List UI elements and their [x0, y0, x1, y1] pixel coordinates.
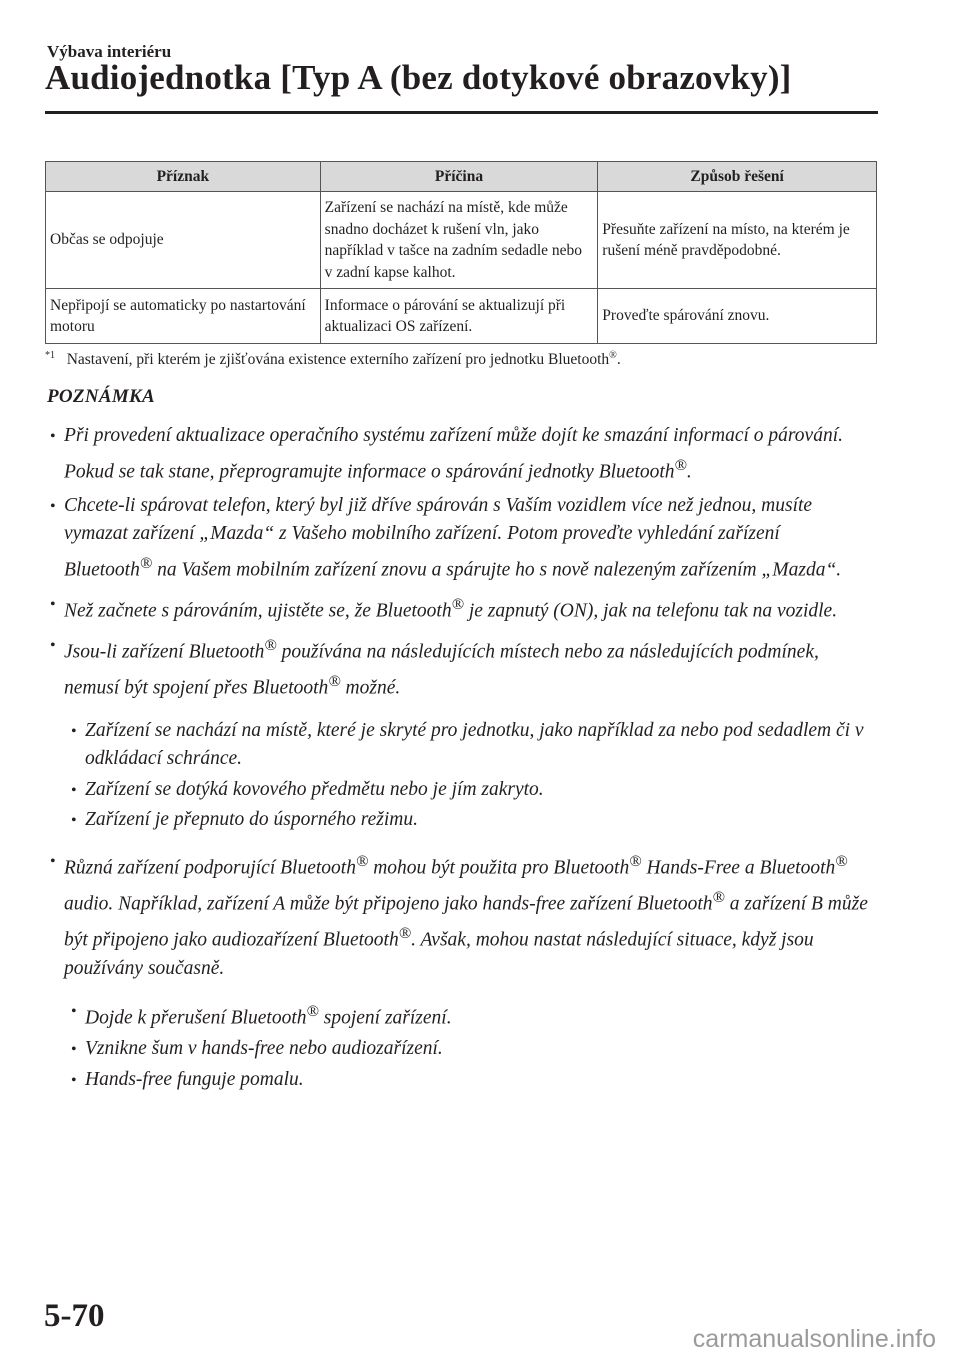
footnote-end: .	[616, 351, 621, 369]
registered-mark: ®	[139, 553, 153, 572]
condition-text: Zařízení je přepnuto do úsporného režimu.	[85, 809, 418, 830]
column-header-cause: Příčina	[320, 162, 598, 192]
registered-mark: ®	[835, 851, 848, 870]
note-list	[0, 422, 960, 1106]
page-number: 5-70	[44, 1298, 105, 1334]
note-text: Jsou-li zařízení Bluetooth	[64, 641, 265, 662]
note-text: používána na následujících místech nebo za následujících podmínek, nemusí být spojení přes Bluetooth	[64, 641, 819, 698]
bullet-icon: •	[71, 722, 77, 740]
registered-mark: ®	[609, 350, 617, 361]
table-row	[46, 289, 877, 344]
note-text: Různá zařízení podporující Bluetooth	[64, 857, 356, 878]
condition-item	[0, 717, 875, 774]
title-divider	[45, 111, 878, 114]
bullet-icon: •	[50, 497, 56, 515]
note-text: Při provedení aktualizace operačního systému zařízení může dojít ke smazání informací o párování. Pokud se tak stane, přeprogramujte informace o spárování jednotky Bluetooth	[64, 425, 843, 482]
condition-text: Zařízení se dotýká kovového předmětu nebo je jím zakryto.	[85, 778, 544, 800]
note-text: Chcete-li spárovat telefon, který byl již dříve spárován s Vaším vozidlem více než jednou, musíte vymazat zařízení „Mazda“ z Vašeho mobilního zařízení. Potom proveďte vyhledání zařízení Bluetooth	[64, 494, 813, 580]
bullet-icon: •	[50, 852, 56, 870]
table-row	[46, 192, 877, 289]
note-text: . Avšak, mohou nastat následující situace, když jsou používány současně.	[64, 929, 814, 979]
section-label: Výbava interiéru	[47, 42, 172, 61]
note-text: mohou být použita pro Bluetooth	[368, 857, 630, 878]
solution-cell: Přesuňte zařízení na místo, na kterém je rušení méně pravděpodobné.	[598, 192, 877, 289]
registered-mark: ®	[328, 671, 341, 690]
bullet-icon: •	[50, 595, 56, 613]
situation-item	[0, 1035, 875, 1064]
situation-text: Vznikne šum v hands-free nebo audiozařízení.	[85, 1038, 443, 1059]
situation-item	[0, 997, 875, 1033]
situation-text: Hands-free funguje pomalu.	[85, 1068, 304, 1090]
troubleshooting-table	[45, 161, 877, 344]
note-text: na Vašem mobilním zařízení znovu a spárujte ho s nově nalezeným zařízením „Mazda“.	[152, 559, 842, 580]
cause-cell: Informace o párování se aktualizují při aktualizaci OS zařízení.	[320, 289, 598, 344]
registered-mark: ®	[451, 594, 464, 613]
page-title: Audiojednotka [Typ A (bez dotykové obrazovky)]	[45, 58, 792, 97]
table-header-row	[46, 162, 877, 192]
note-item	[0, 631, 870, 703]
bullet-icon: •	[50, 636, 56, 654]
condition-item	[0, 776, 875, 805]
note-text: možné.	[340, 677, 401, 698]
bullet-icon: •	[71, 1041, 77, 1058]
situation-item	[0, 1066, 875, 1095]
note-text: .	[686, 461, 692, 482]
registered-mark: ®	[398, 923, 412, 942]
footnote-text: Nastavení, při kterém je zjišťována existence externího zařízení pro jednotku Bluetooth	[66, 351, 610, 369]
registered-mark: ®	[712, 887, 725, 906]
column-header-symptom: Příznak	[46, 162, 321, 192]
registered-mark: ®	[264, 635, 277, 654]
note-text: je zapnutý (ON), jak na telefonu tak na vozidle.	[463, 600, 838, 621]
situation-list	[0, 997, 960, 1094]
note-text: Než začnete s párováním, ujistěte se, že Bluetooth	[64, 600, 452, 621]
note-item	[0, 590, 870, 626]
condition-list	[0, 717, 960, 835]
footnote-marker: *1	[45, 350, 56, 361]
situation-text: spojení zařízení.	[318, 1007, 452, 1029]
note-item	[0, 422, 870, 487]
situation-text: Dojde k přerušení Bluetooth	[85, 1007, 307, 1029]
column-header-solution: Způsob řešení	[598, 162, 877, 192]
condition-item	[0, 806, 875, 835]
note-text: Hands-Free a Bluetooth	[641, 857, 836, 878]
bullet-icon: •	[71, 781, 77, 799]
bullet-icon: •	[50, 428, 56, 445]
condition-text: Zařízení se nachází na místě, které je skryté pro jednotku, jako například za nebo pod sedadlem či v odkládací schránce.	[85, 719, 864, 769]
registered-mark: ®	[629, 851, 642, 870]
note-text: a zařízení B může být připojeno jako audiozařízení Bluetooth	[64, 893, 868, 950]
bullet-icon: •	[71, 1003, 77, 1020]
registered-mark: ®	[674, 455, 687, 474]
solution-cell: Proveďte spárování znovu.	[598, 289, 877, 344]
cause-cell: Zařízení se nachází na místě, kde může snadno docházet k rušení vln, jako například v tašce na zadním sedadle nebo v zadní kapse kalhot.	[320, 192, 598, 289]
note-item	[0, 492, 870, 585]
symptom-cell: Občas se odpojuje	[46, 192, 321, 289]
footnote	[45, 350, 621, 369]
bullet-icon: •	[71, 1071, 77, 1089]
watermark: carmanualsonline.info	[692, 1325, 936, 1353]
note-item	[0, 847, 870, 984]
registered-mark: ®	[306, 1002, 319, 1020]
symptom-cell: Nepřipojí se automaticky po nastartování motoru	[46, 289, 321, 344]
registered-mark: ®	[355, 851, 369, 870]
note-heading: POZNÁMKA	[47, 386, 155, 407]
note-text: audio. Například, zařízení A může být připojeno jako hands-free zařízení Bluetooth	[64, 893, 713, 914]
bullet-icon: •	[71, 812, 77, 829]
